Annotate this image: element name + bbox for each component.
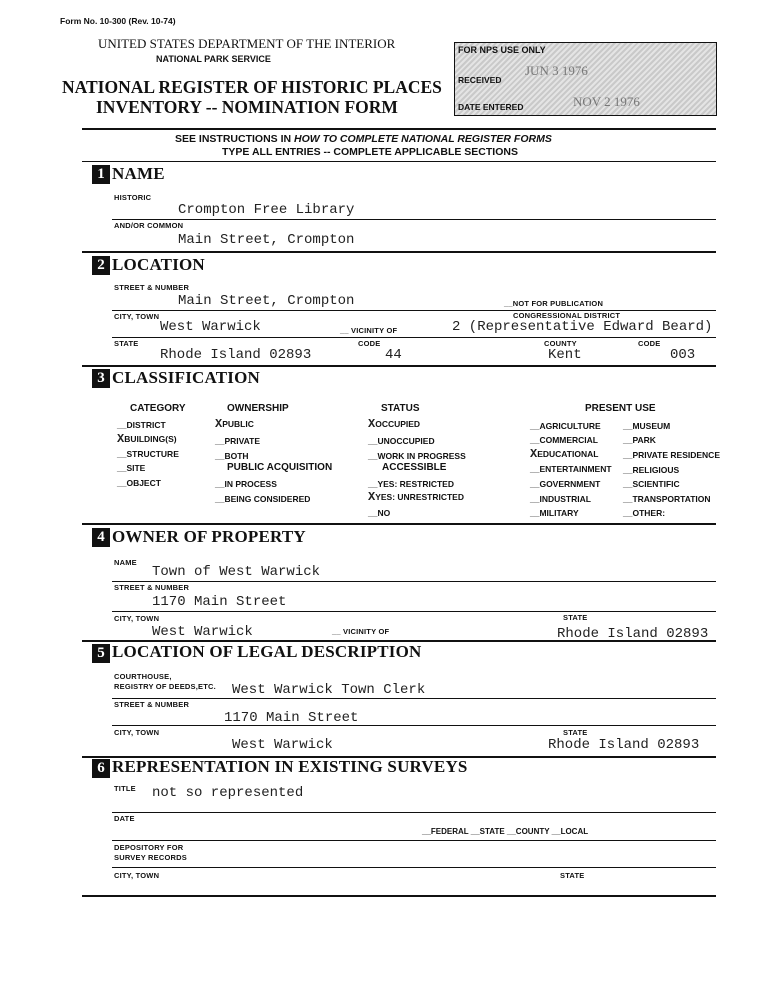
section-1-number: 1 (92, 165, 110, 184)
use-educational-label: EDUCATIONAL (537, 449, 599, 459)
loc-county-label: COUNTY (544, 339, 577, 348)
owner-state-value: Rhode Island 02893 (557, 626, 709, 642)
accessible-no: __NO (368, 508, 391, 518)
legal-city-value: West Warwick (232, 737, 333, 753)
received-stamp: JUN 3 1976 (525, 63, 588, 78)
accessible-unrestricted (368, 490, 464, 504)
section-6-title: REPRESENTATION IN EXISTING SURVEYS (112, 757, 468, 776)
service-name: NATIONAL PARK SERVICE (156, 54, 271, 64)
use-transportation: __TRANSPORTATION (623, 494, 711, 504)
survey-date-label: DATE (114, 814, 135, 823)
section-4-title: OWNER OF PROPERTY (112, 527, 306, 546)
survey-options: __FEDERAL __STATE __COUNTY __LOCAL (422, 827, 589, 836)
acquisition-being-considered: __BEING CONSIDERED (215, 494, 311, 504)
present-use-heading: PRESENT USE (585, 403, 656, 414)
ownership-both: __BOTH (215, 451, 249, 461)
loc-county-value: Kent (548, 347, 582, 363)
historic-label: HISTORIC (114, 193, 152, 202)
use-private-residence: __PRIVATE RESIDENCE (623, 450, 720, 460)
date-entered-stamp: NOV 2 1976 (573, 94, 640, 109)
owner-city-label: CITY, TOWN (114, 614, 160, 623)
category-building (117, 432, 177, 446)
instructions-line1 (175, 133, 552, 145)
form-title-line1: NATIONAL REGISTER OF HISTORIC PLACES (62, 77, 442, 97)
common-value: Main Street, Crompton (178, 232, 355, 248)
legal-street-value: 1170 Main Street (224, 710, 359, 726)
form-number: Form No. 10-300 (Rev. 10-74) (60, 16, 176, 26)
ownership-public (215, 417, 254, 431)
acquisition-in-process: __IN PROCESS (215, 479, 277, 489)
owner-name-label: NAME (114, 558, 137, 567)
date-entered-label: DATE ENTERED (458, 102, 524, 112)
owner-vicinity: __ VICINITY OF (332, 627, 390, 636)
department-name: UNITED STATES DEPARTMENT OF THE INTERIOR (98, 36, 396, 51)
accessible-unrestricted-label: YES: UNRESTRICTED (375, 492, 464, 502)
ownership-mark: X (215, 417, 223, 431)
depository-label-1: DEPOSITORY FOR (114, 843, 184, 852)
nps-heading: FOR NPS USE ONLY (458, 45, 546, 55)
use-mark: X (530, 447, 538, 461)
use-museum: __MUSEUM (623, 421, 671, 431)
owner-state-label: STATE (563, 613, 588, 622)
section-5-number: 5 (92, 644, 110, 663)
loc-state-label: STATE (114, 339, 139, 348)
use-industrial: __INDUSTRIAL (530, 494, 591, 504)
owner-street-label: STREET & NUMBER (114, 583, 190, 592)
survey-state-label: STATE (560, 871, 585, 880)
status-occupied (368, 417, 420, 431)
loc-code2-value: 003 (670, 347, 696, 363)
loc-city-label: CITY, TOWN (114, 312, 160, 321)
legal-state-value: Rhode Island 02893 (548, 737, 700, 753)
category-mark: X (117, 432, 125, 446)
congress-label: CONGRESSIONAL DISTRICT (513, 311, 621, 320)
survey-title-value: not so represented (152, 785, 304, 801)
section-2-number: 2 (92, 256, 110, 275)
ownership-heading: OWNERSHIP (227, 403, 289, 414)
category-heading: CATEGORY (130, 403, 186, 414)
category-site: __SITE (117, 463, 146, 473)
received-label: RECEIVED (458, 75, 502, 85)
legal-street-label: STREET & NUMBER (114, 700, 190, 709)
instructions-prefix: SEE INSTRUCTIONS IN (175, 133, 295, 145)
status-mark: X (368, 417, 376, 431)
use-agriculture: __AGRICULTURE (530, 421, 601, 431)
status-heading: STATUS (381, 403, 420, 414)
use-military: __MILITARY (530, 508, 579, 518)
use-entertainment: __ENTERTAINMENT (530, 464, 612, 474)
courthouse-label-2: REGISTRY OF DEEDS,ETC. (114, 682, 216, 691)
public-acquisition-heading: PUBLIC ACQUISITION (227, 462, 333, 473)
accessible-heading: ACCESSIBLE (382, 462, 447, 473)
status-occupied-label: OCCUPIED (375, 419, 421, 429)
loc-vicinity: __ VICINITY OF (340, 326, 398, 335)
category-building-label: BUILDING(S) (124, 434, 177, 444)
owner-street-value: 1170 Main Street (152, 594, 287, 610)
owner-name-value: Town of West Warwick (152, 564, 321, 580)
congress-value: 2 (Representative Edward Beard) (452, 319, 713, 335)
section-6-number: 6 (92, 759, 110, 778)
use-park: __PARK (623, 435, 656, 445)
form-title-line2: INVENTORY -- NOMINATION FORM (96, 97, 398, 117)
section-3-number: 3 (92, 369, 110, 388)
ownership-public-label: PUBLIC (222, 419, 254, 429)
category-structure: __STRUCTURE (117, 449, 179, 459)
courthouse-value: West Warwick Town Clerk (232, 682, 426, 698)
section-4-number: 4 (92, 528, 110, 547)
use-religious: __RELIGIOUS (623, 465, 680, 475)
section-5-title: LOCATION OF LEGAL DESCRIPTION (112, 642, 422, 661)
loc-city-value: West Warwick (160, 319, 261, 335)
legal-state-label: STATE (563, 728, 588, 737)
courthouse-label-1: COURTHOUSE, (114, 672, 172, 681)
survey-city-label: CITY, TOWN (114, 871, 160, 880)
nps-use-box (454, 42, 717, 116)
owner-city-value: West Warwick (152, 624, 253, 640)
section-3-title: CLASSIFICATION (112, 368, 260, 387)
accessible-restricted: __YES: RESTRICTED (368, 479, 454, 489)
instructions-italic: HOW TO COMPLETE NATIONAL REGISTER FORMS (294, 133, 552, 145)
use-government: __GOVERNMENT (530, 479, 601, 489)
ownership-private: __PRIVATE (215, 436, 261, 446)
loc-code-label: CODE (358, 339, 381, 348)
loc-code2-label: CODE (638, 339, 661, 348)
status-work-in-progress: __WORK IN PROGRESS (368, 451, 466, 461)
loc-code-value: 44 (385, 347, 402, 363)
use-educational (530, 447, 598, 461)
instructions-line2: TYPE ALL ENTRIES -- COMPLETE APPLICABLE SECTIONS (222, 146, 518, 158)
section-1-title: NAME (112, 164, 165, 183)
depository-label-2: SURVEY RECORDS (114, 853, 187, 862)
use-commercial: __COMMERCIAL (530, 435, 599, 445)
loc-street-label: STREET & NUMBER (114, 283, 190, 292)
not-for-publication: __NOT FOR PUBLICATION (504, 299, 604, 308)
use-scientific: __SCIENTIFIC (623, 479, 680, 489)
category-district: __DISTRICT (117, 420, 166, 430)
use-other: __OTHER: (623, 508, 666, 518)
loc-state-value: Rhode Island 02893 (160, 347, 312, 363)
category-object: __OBJECT (117, 478, 161, 488)
legal-city-label: CITY, TOWN (114, 728, 160, 737)
section-2-title: LOCATION (112, 255, 205, 274)
accessible-mark: X (368, 490, 376, 504)
common-label: AND/OR COMMON (114, 221, 184, 230)
historic-value: Crompton Free Library (178, 202, 355, 218)
survey-title-label: TITLE (114, 784, 136, 793)
status-unoccupied: __UNOCCUPIED (368, 436, 435, 446)
loc-street-value: Main Street, Crompton (178, 293, 355, 309)
